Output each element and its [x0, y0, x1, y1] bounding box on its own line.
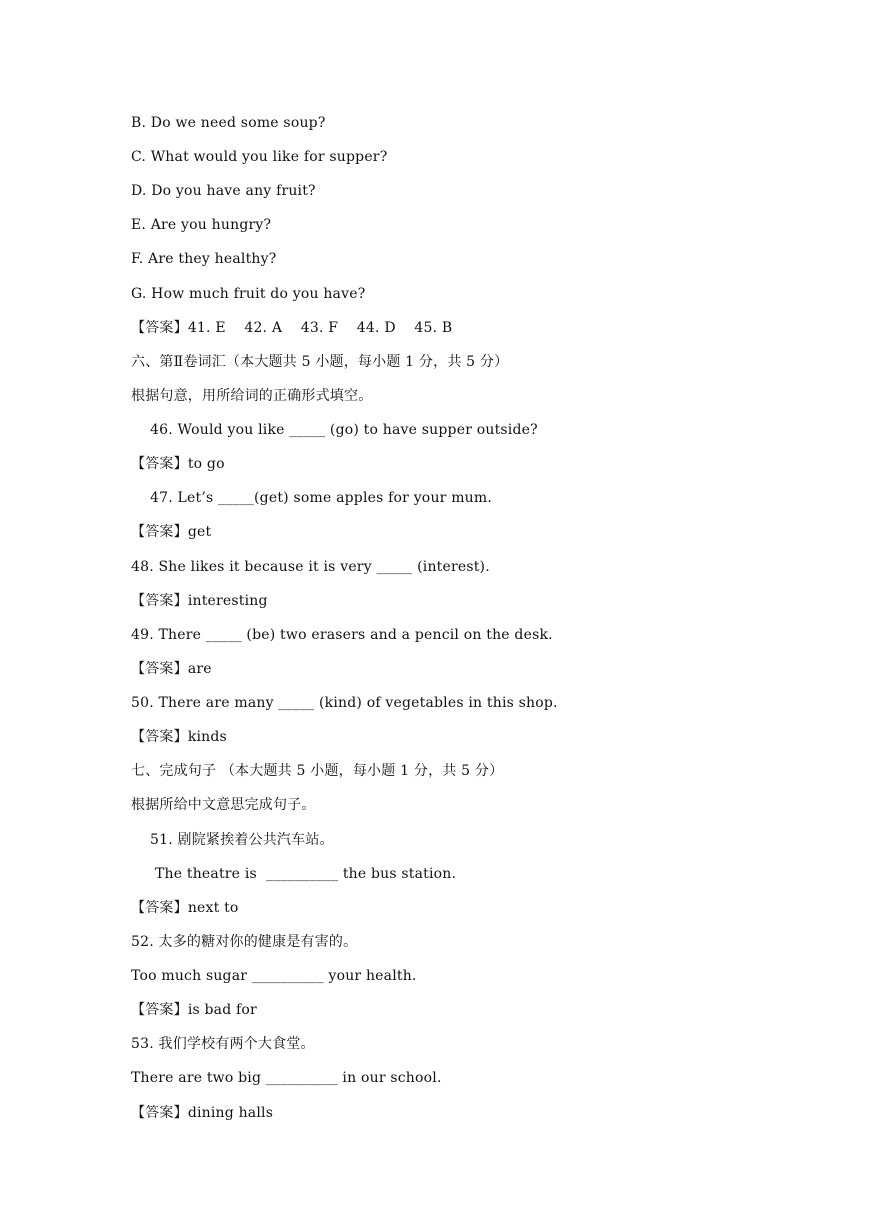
answer-text: next to: [187, 900, 239, 916]
answer-tag: 【答案】: [131, 320, 188, 336]
question-52-english: Too much sugar __________ your health.: [131, 968, 417, 984]
answer-tag: 【答案】: [131, 1002, 188, 1018]
answer-text: get: [187, 524, 212, 540]
answer-text: are: [187, 661, 212, 677]
answer-51: [131, 899, 239, 917]
option-g: G. How much fruit do you have?: [131, 286, 366, 302]
answer-tag: 【答案】: [131, 1105, 188, 1121]
answer-48: [131, 592, 268, 610]
answer-text: dining halls: [187, 1105, 274, 1121]
question-53-chinese: 53. 我们学校有两个大食堂。: [131, 1036, 315, 1052]
question-51-chinese: 51. 剧院紧挨着公共汽车站。: [150, 832, 334, 848]
answer-tag: 【答案】: [131, 524, 188, 540]
question-51-english: The theatre is __________ the bus station.: [155, 866, 457, 882]
answer-tag: 【答案】: [131, 729, 188, 745]
answer-text: kinds: [187, 729, 227, 745]
answer-text: 41. E 42. A 43. F 44. D 45. B: [187, 320, 453, 336]
question-47: 47. Let’s _____(get) some apples for your mum.: [150, 490, 493, 506]
question-53-english: There are two big __________ in our school.: [131, 1070, 442, 1086]
section7-instruction: 根据所给中文意思完成句子。: [131, 797, 316, 813]
answer-46: [131, 455, 225, 473]
option-c: C. What would you like for supper?: [131, 149, 388, 165]
answer-53: [131, 1104, 273, 1122]
answer-tag: 【答案】: [131, 593, 188, 609]
answer-tag: 【答案】: [131, 900, 188, 916]
option-f: F. Are they healthy?: [131, 251, 277, 267]
answer-text: interesting: [187, 593, 268, 609]
question-49: 49. There _____ (be) two erasers and a pencil on the desk.: [131, 627, 553, 643]
option-d: D. Do you have any fruit?: [131, 183, 316, 199]
answer-47: [131, 523, 211, 541]
section6-instruction: 根据句意，用所给词的正确形式填空。: [131, 388, 373, 404]
answer-52: [131, 1001, 257, 1019]
answer-text: to go: [187, 456, 225, 472]
question-46: 46. Would you like _____ (go) to have supper outside?: [150, 422, 538, 438]
answer-tag: 【答案】: [131, 661, 188, 677]
answer-tag: 【答案】: [131, 456, 188, 472]
question-48: 48. She likes it because it is very _____ (interest).: [131, 559, 490, 575]
answer-41-45: [131, 319, 452, 337]
option-b: B. Do we need some soup?: [131, 115, 326, 131]
answer-49: [131, 660, 212, 678]
section7-title: 七、完成句子 （本大题共 5 小题，每小题 1 分，共 5 分）: [131, 763, 504, 779]
option-e: E. Are you hungry?: [131, 217, 272, 233]
question-50: 50. There are many _____ (kind) of vegetables in this shop.: [131, 695, 558, 711]
section6-title: 六、第Ⅱ卷词汇（本大题共 5 小题，每小题 1 分，共 5 分）: [131, 354, 509, 370]
question-52-chinese: 52. 太多的糖对你的健康是有害的。: [131, 934, 358, 950]
answer-50: [131, 728, 227, 746]
answer-text: is bad for: [187, 1002, 257, 1018]
